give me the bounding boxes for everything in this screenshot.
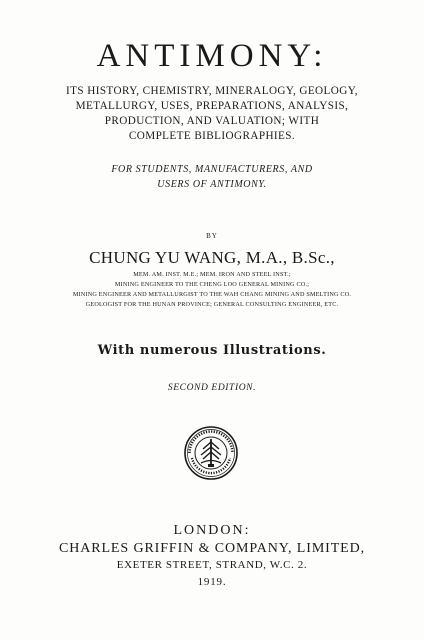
credential-line-4: GEOLOGIST FOR THE HUNAN PROVINCE; GENERAL CONSULTING ENGINEER, ETC. bbox=[85, 301, 339, 308]
credential-line-3: MINING ENGINEER AND METALLURGIST TO THE WAH CHANG MINING AND SMELTING CO. bbox=[72, 291, 352, 298]
by-label: BY bbox=[206, 232, 218, 240]
subtitle-line-4: COMPLETE BIBLIOGRAPHIES. bbox=[128, 130, 296, 142]
subtitle-line-3: PRODUCTION, AND VALUATION; WITH bbox=[104, 115, 320, 127]
book-title: ANTIMONY: bbox=[96, 38, 328, 74]
imprint-publisher: CHARLES GRIFFIN & COMPANY, LIMITED, bbox=[58, 541, 366, 556]
audience-line-1: FOR STUDENTS, MANUFACTURERS, AND bbox=[111, 164, 313, 175]
author-name: CHUNG YU WANG, M.A., B.Sc., bbox=[89, 248, 335, 267]
edition-label: SECOND EDITION. bbox=[167, 383, 257, 393]
seal-graphic bbox=[183, 425, 239, 481]
illustrations-note: With numerous Illustrations. bbox=[97, 343, 327, 358]
credential-line-1: MEM. AM. INST. M.E.; MEM. IRON AND STEEL INST.; bbox=[133, 271, 291, 278]
imprint-city: LONDON: bbox=[173, 523, 251, 538]
imprint-address: EXETER STREET, STRAND, W.C. 2. bbox=[116, 559, 308, 571]
imprint-year: 1919. bbox=[197, 576, 227, 588]
subtitle-line-1: ITS HISTORY, CHEMISTRY, MINERALOGY, GEOLOGY, bbox=[66, 85, 358, 97]
publisher-seal-icon bbox=[183, 425, 239, 481]
credential-line-2: MINING ENGINEER TO THE CHENG LOO GENERAL MINING CO.; bbox=[114, 281, 310, 288]
audience-line-2: USERS OF ANTIMONY. bbox=[157, 179, 267, 190]
subtitle-line-2: METALLURGY, USES, PREPARATIONS, ANALYSIS, bbox=[75, 100, 349, 112]
